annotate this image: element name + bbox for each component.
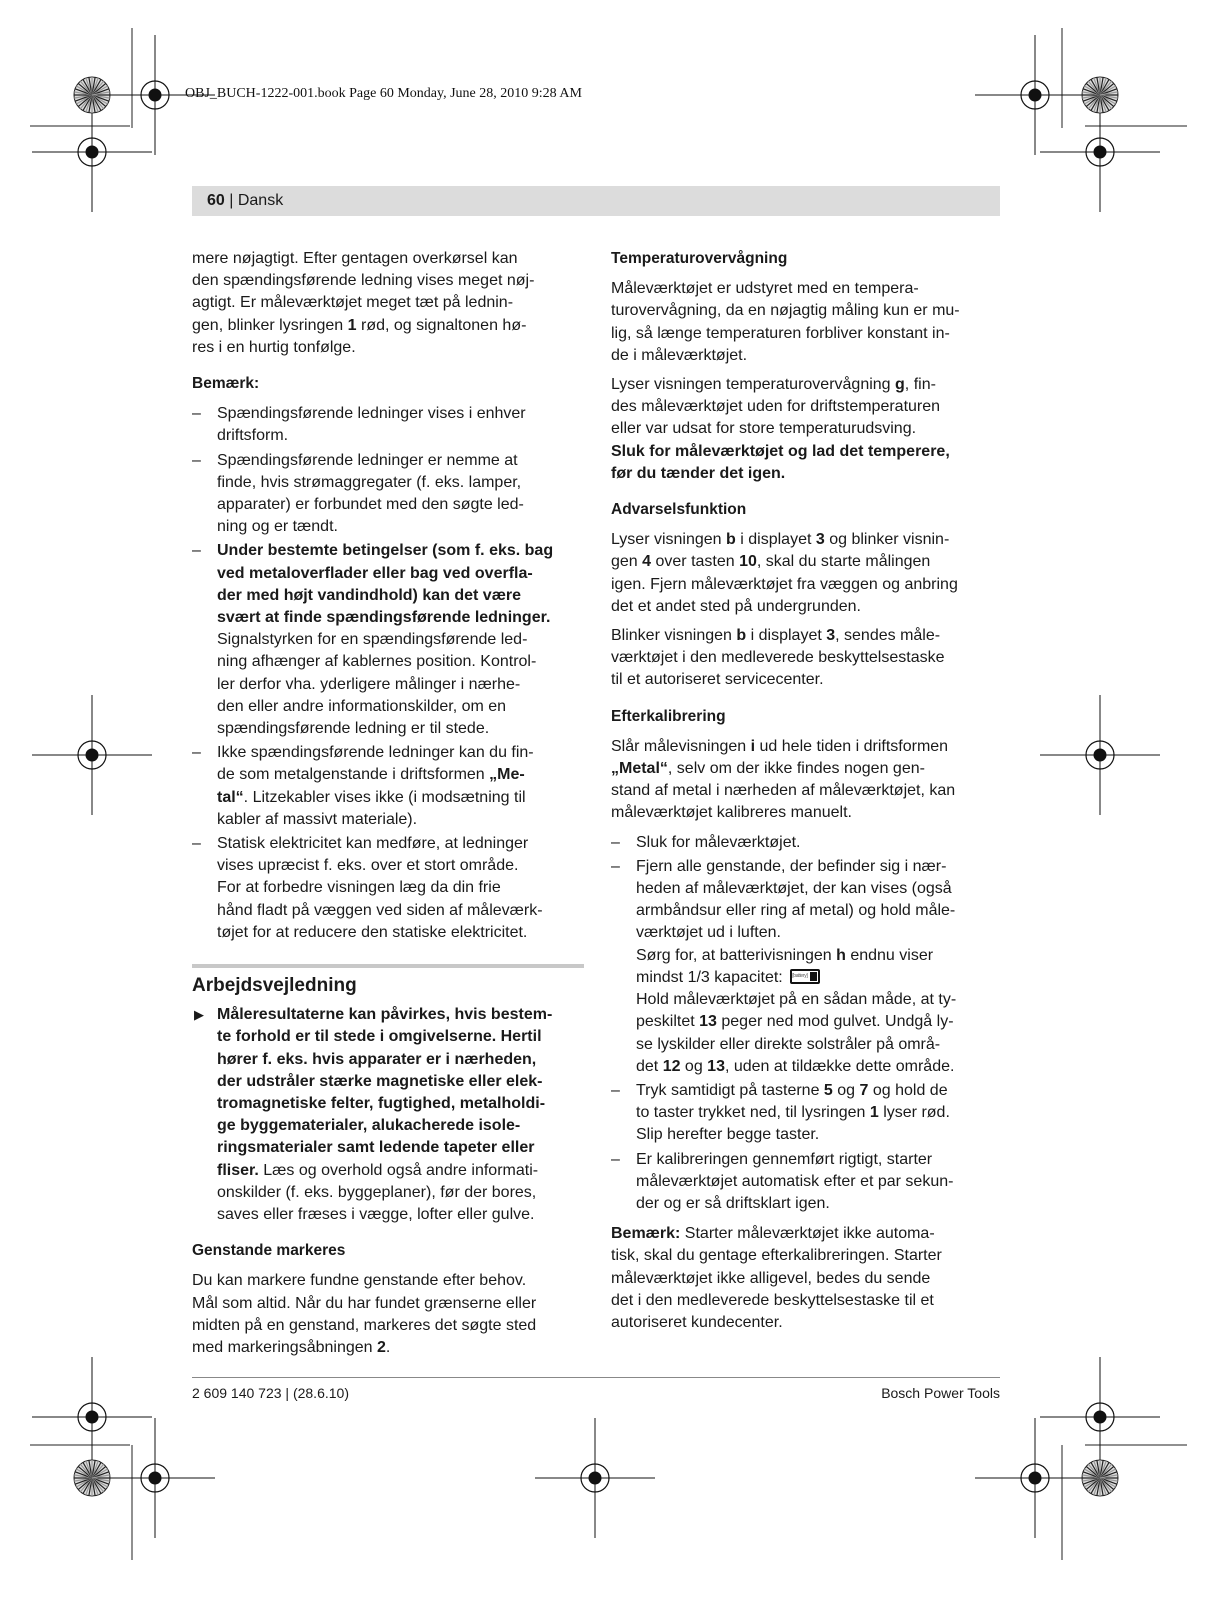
dash-bullet: – — [192, 542, 201, 560]
list-item — [192, 540, 584, 740]
bold-text: 10 — [739, 553, 757, 571]
text-line: vises upræcist f. eks. over et stort område. — [217, 857, 519, 875]
bold-text: Sluk for måleværktøjet og lad det temperere, — [611, 442, 950, 460]
text-line: gen, blinker lysringen 1 rød, og signaltonen hø- — [192, 316, 527, 334]
text-line: til et autoriseret servicecenter. — [611, 671, 824, 689]
text-line: autoriseret kundecenter. — [611, 1313, 783, 1331]
bold-text: fliser. — [217, 1161, 259, 1179]
bold-text: tromagnetiske felter, fugtighed, metalholdi- — [217, 1094, 546, 1112]
text-line: to taster trykket ned, til lysringen 1 lyser rød. — [636, 1104, 950, 1122]
paragraph — [192, 1270, 584, 1359]
bold-text: g — [895, 376, 905, 394]
text-line: det i den medleverede beskyttelsestaske til et — [611, 1291, 934, 1309]
crosshair-mark-icon — [32, 1357, 152, 1477]
bold-text: Måleresultaterne kan påvirkes, hvis bestem- — [217, 1006, 553, 1024]
text-line: måleværktøjet kalibreres manuelt. — [611, 804, 852, 822]
bold-text: i — [750, 737, 756, 755]
text-line — [217, 1049, 584, 1071]
text-line — [217, 607, 584, 629]
text-line: Lyser visningen b i displayet 3 og blinker visnin- — [611, 531, 950, 549]
text-line: igen. Fjern måleværktøjet fra væggen og anbring — [611, 575, 958, 593]
bold-text: hører f. eks. hvis apparater er i nærheden, — [217, 1050, 537, 1068]
text-line — [217, 1115, 584, 1137]
dash-bullet: – — [611, 833, 620, 851]
text-line: værktøjet i den medleverede beskyttelsestaske — [611, 649, 945, 667]
bold-text: tal“ — [217, 788, 244, 806]
list-item — [192, 403, 584, 447]
crosshair-mark-icon — [535, 1418, 655, 1538]
text-line: „Metal“, selv om der ikke findes nogen gen- — [611, 760, 925, 778]
text-line: Slår målevisningen i ud hele tiden i driftsformen — [611, 737, 949, 755]
crosshair-mark-icon — [32, 695, 152, 815]
list-item — [611, 832, 1003, 854]
bold-text: Under bestemte betingelser (som f. eks. bag — [217, 542, 554, 560]
warning-bullet — [192, 1004, 584, 1226]
paragraph — [192, 248, 584, 359]
bold-text: Bemærk: — [611, 1225, 681, 1243]
text-line: heden af måleværktøjet, der kan vises (også — [636, 880, 952, 898]
text-line: ning og er tændt. — [217, 518, 338, 536]
list-item — [192, 742, 584, 831]
text-line: Lyser visningen temperaturovervågning g, fin- — [611, 376, 936, 394]
text-line: tøjet for at reducere den statiske elektricitet. — [217, 923, 528, 941]
text-line: Hold måleværktøjet på en sådan måde, at ty- — [636, 991, 957, 1009]
text-line: Sørg for, at batterivisningen h endnu viser — [636, 946, 934, 964]
text-line: der og er så driftsklart igen. — [636, 1194, 830, 1212]
subheading-temperature: Temperaturovervågning — [611, 250, 788, 267]
text-line: ler derfor vha. yderligere målinger i nærhe- — [217, 675, 521, 693]
text-line: Tryk samtidigt på tasterne 5 og 7 og hold de — [636, 1081, 948, 1099]
bold-text: 4 — [642, 553, 652, 571]
text-line: Måleværktøjet er udstyret med en tempera- — [611, 280, 919, 298]
text-line: Mål som altid. Når du har fundet grænserne eller — [192, 1294, 537, 1312]
bold-text: „Me- — [489, 766, 525, 784]
text-line — [217, 1093, 584, 1115]
bold-text: ved metaloverflader eller bag ved overfla- — [217, 564, 533, 582]
list-item — [611, 1149, 1003, 1216]
list-item — [192, 833, 584, 944]
note-list — [192, 403, 584, 944]
text-line: se lyskilder eller direkte solstråler på områ- — [636, 1035, 941, 1053]
calibration-note — [611, 1223, 1003, 1334]
text-line: turovervågning, da en nøjagtig måling kun er mu- — [611, 302, 960, 320]
bold-text: 3 — [815, 531, 825, 549]
list-item — [611, 1080, 1003, 1147]
text-line — [217, 1137, 584, 1159]
text-line: det et andet sted på undergrunden. — [611, 597, 861, 615]
dash-bullet: – — [192, 744, 201, 762]
text-line: For at forbedre visningen læg da din frie — [217, 879, 501, 897]
text-line: finde, hvis strømaggregater (f. eks. lamper, — [217, 473, 522, 491]
bold-text: der udstråler stærke magnetiske eller elek- — [217, 1072, 543, 1090]
bold-text: b — [726, 531, 736, 549]
text-line: onskilder (f. eks. byggeplaner), før der bores, — [217, 1183, 537, 1201]
battery-icon: [battery] — [790, 969, 820, 984]
subheading-markers: Genstande markeres — [192, 1242, 346, 1260]
text-line: lig, så længe temperaturen forbliver konstant in- — [611, 324, 950, 342]
dash-bullet: – — [192, 451, 201, 469]
text-line: gen 4 over tasten 10, skal du starte målingen — [611, 553, 931, 571]
text-line — [611, 463, 1003, 485]
bold-text: b — [736, 627, 747, 645]
crosshair-mark-icon — [1040, 1357, 1160, 1477]
text-line: Bemærk: Starter måleværktøjet ikke automa- — [611, 1225, 935, 1243]
section-title: Arbejdsvejledning — [192, 975, 357, 997]
bold-text: 1 — [869, 1104, 879, 1122]
text-line — [217, 540, 584, 562]
footer-doc-number: 2 609 140 723 | (28.6.10) — [192, 1385, 349, 1401]
text-line: Slip herefter begge taster. — [636, 1126, 820, 1144]
bullet-triangle-icon: ▶ — [194, 1007, 204, 1023]
paragraph — [611, 529, 1003, 618]
dash-bullet: – — [611, 857, 620, 875]
text-line: Sluk for måleværktøjet. — [636, 833, 801, 851]
text-line: driftsform. — [217, 427, 289, 445]
bullet-text — [217, 1004, 584, 1226]
subheading-warning: Advarselsfunktion — [611, 501, 747, 519]
text-line: værktøjet ud i luften. — [636, 924, 781, 942]
text-line: de i måleværktøjet. — [611, 346, 748, 364]
text-line: agtigt. Er måleværktøjet meget tæt på lednin- — [192, 294, 514, 312]
text-line: Statisk elektricitet kan medføre, at ledninger — [217, 835, 529, 853]
starburst-mark-icon — [1082, 77, 1118, 113]
paragraph — [611, 736, 1003, 825]
text-line: det 12 og 13, uden at tildække dette område. — [636, 1057, 955, 1075]
text-line: Du kan markere fundne genstande efter behov. — [192, 1272, 527, 1290]
footer-brand: Bosch Power Tools — [881, 1385, 1000, 1401]
right-column — [611, 248, 1003, 1341]
text-line: Blinker visningen b i displayet 3, sendes måle- — [611, 627, 941, 645]
text-line: Spændingsførende ledninger vises i enhver — [217, 405, 526, 423]
starburst-mark-icon — [74, 1460, 110, 1496]
text-line — [611, 441, 1003, 463]
list-item — [192, 450, 584, 539]
text-line: tisk, skal du gentage efterkalibreringen. Starter — [611, 1247, 942, 1265]
bold-text: 7 — [859, 1081, 869, 1099]
dash-bullet: – — [192, 835, 201, 853]
text-line: mindst 1/3 kapacitet: [battery] — [636, 967, 1003, 989]
bold-text: 5 — [823, 1081, 833, 1099]
starburst-mark-icon — [74, 77, 110, 113]
starburst-mark-icon — [1082, 1460, 1118, 1496]
text-line: den eller andre informationskilder, om en — [217, 697, 507, 715]
section-divider — [192, 964, 584, 968]
text-line: tal“. Litzekabler vises ikke (i modsætning til — [217, 788, 526, 806]
bold-text: „Metal“ — [611, 760, 668, 778]
dash-bullet: – — [611, 1081, 620, 1099]
text-line: Er kalibreringen gennemført rigtigt, starter — [636, 1150, 933, 1168]
text-line: Signalstyrken for en spændingsførende led- — [217, 631, 528, 649]
text-line: med markeringsåbningen 2. — [192, 1338, 391, 1356]
text-line: saves eller fræses i vægge, lofter eller gulve. — [217, 1205, 535, 1223]
bold-text: h — [836, 946, 846, 964]
paragraph — [611, 374, 1003, 485]
dash-bullet: – — [611, 1150, 620, 1168]
left-column — [192, 248, 584, 1366]
bold-text: 1 — [347, 316, 357, 334]
text-line: des måleværktøjet uden for driftstemperaturen — [611, 398, 941, 416]
text-line: kabler af massivt materiale). — [217, 810, 418, 828]
paragraph — [611, 625, 1003, 692]
crosshair-mark-icon — [975, 35, 1095, 155]
footer-divider — [192, 1377, 1000, 1378]
subheading-calibration: Efterkalibrering — [611, 707, 726, 725]
text-line — [217, 1071, 584, 1093]
text-line: måleværktøjet ikke alligevel, bedes du sende — [611, 1269, 931, 1287]
page-number: 60 — [207, 192, 225, 209]
text-line: apparater) er forbundet med den søgte led- — [217, 496, 524, 514]
bold-text: te forhold er til stede i omgivelserne. Hertil — [217, 1028, 542, 1046]
text-line: hånd fladt på væggen ved siden af måleværk- — [217, 901, 543, 919]
text-line: fliser. Læs og overhold også andre informati- — [217, 1161, 539, 1179]
crosshair-mark-icon — [95, 1418, 215, 1538]
crosshair-mark-icon — [975, 1418, 1095, 1538]
page-header — [192, 186, 1000, 216]
list-item — [611, 856, 1003, 1078]
text-line: res i en hurtig tonfølge. — [192, 338, 356, 356]
text-line: Spændingsførende ledninger er nemme at — [217, 451, 518, 469]
bold-text: 3 — [826, 627, 836, 645]
text-line: midten på en genstand, markeres det søgte sted — [192, 1316, 537, 1334]
bold-text: der med højt vandindhold) kan det være — [217, 586, 522, 604]
text-line: den spændingsførende ledning vises meget nøj- — [192, 272, 535, 290]
book-file-line: OBJ_BUCH-1222-001.book Page 60 Monday, June 28, 2010 9:28 AM — [185, 86, 582, 101]
text-line — [217, 1004, 584, 1026]
crosshair-mark-icon — [1040, 695, 1160, 815]
section-name: | Dansk — [224, 192, 284, 209]
calibration-steps — [611, 832, 1003, 1215]
text-line — [217, 563, 584, 585]
bold-text: ringsmaterialer samt ledende tapeter eller — [217, 1139, 535, 1157]
text-line: mere nøjagtigt. Efter gentagen overkørsel kan — [192, 250, 518, 267]
text-line: måleværktøjet automatisk efter et par sekun- — [636, 1172, 954, 1190]
text-line: ning afhænger af kablernes position. Kontrol- — [217, 653, 537, 671]
paragraph — [611, 278, 1003, 367]
dash-bullet: – — [192, 405, 201, 423]
text-line: spændingsførende ledning er til stede. — [217, 720, 490, 738]
text-line: peskiltet 13 peger ned mod gulvet. Undgå ly- — [636, 1013, 954, 1031]
bold-text: før du tænder det igen. — [611, 464, 786, 482]
bold-text: ge byggematerialer, alukacherede isole- — [217, 1117, 521, 1135]
bold-text: svært at finde spændingsførende ledninger. — [217, 609, 551, 627]
text-line — [217, 585, 584, 607]
text-line: eller var udsat for store temperaturudsving. — [611, 420, 917, 438]
text-line: Fjern alle genstande, der befinder sig i nær- — [636, 857, 947, 875]
bold-text: 12 — [662, 1057, 681, 1075]
bold-text: 13 — [699, 1013, 717, 1031]
text-line — [217, 1026, 584, 1048]
text-line: de som metalgenstande i driftsformen „Me- — [217, 766, 525, 784]
bold-text: 13 — [707, 1057, 725, 1075]
note-heading: Bemærk: — [192, 375, 260, 393]
text-line: armbåndsur eller ring af metal) og hold måle- — [636, 902, 956, 920]
bold-text: 2 — [377, 1338, 386, 1356]
text-line: Ikke spændingsførende ledninger kan du fin- — [217, 744, 534, 762]
text-line: stand af metal i nærheden af måleværktøjet, kan — [611, 782, 956, 800]
